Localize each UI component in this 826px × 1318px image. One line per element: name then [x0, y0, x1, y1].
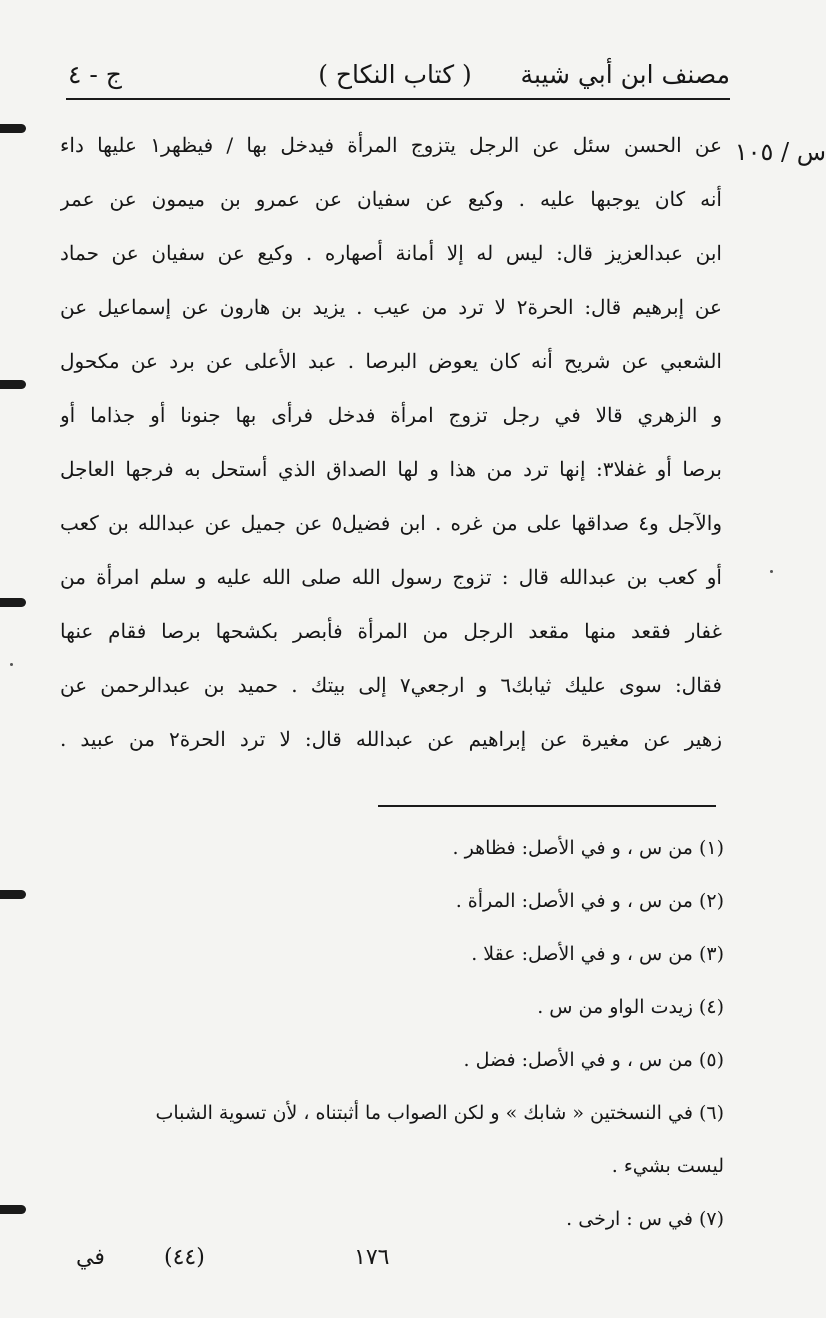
scan-speck — [10, 663, 13, 666]
text-line: والآجل و٤ صداقها على من غره . ابن فضيل٥ عن جميل عن عبدالله بن كعب — [60, 511, 722, 535]
text-line: ابن عبدالعزيز قال: ليس له إلا أمانة أصهاره . وكيع عن سفيان عن حماد — [60, 241, 722, 265]
header-volume: ج - ٤ — [68, 60, 122, 89]
binding-mark — [0, 1205, 26, 1214]
footnote-separator — [378, 805, 716, 807]
footnote: ليست بشيء . — [611, 1155, 724, 1177]
text-line: أنه كان يوجبها عليه . وكيع عن سفيان عن عمرو بن ميمون عن عمر — [60, 187, 722, 211]
text-line: برصا أو غفلا٣: إنها ترد من هذا و لها الصداق الذي أستحل به فرجها العاجل — [60, 457, 722, 481]
text-line: الشعبي عن شريح أنه كان يعوض البرصا . عبد الأعلى عن برد عن مكحول — [60, 349, 722, 373]
footnote: (٢) من س ، و في الأصل: المرأة . — [455, 890, 724, 912]
footnote: (٥) من س ، و في الأصل: فضل . — [463, 1049, 724, 1071]
text-line: عن إبرهيم قال: الحرة٢ لا ترد من عيب . يزيد بن هارون عن إسماعيل عن — [60, 295, 722, 319]
footnote: (٦) في النسختين « شابك » و لكن الصواب ما أثبتناه ، لأن تسوية الشباب — [155, 1102, 724, 1124]
running-header — [60, 52, 730, 98]
header-chapter-title: ( كتاب النكاح ) — [318, 60, 472, 89]
binding-mark — [0, 380, 26, 389]
header-book-title: مصنف ابن أبي شيبة — [520, 60, 730, 89]
header-rule — [66, 98, 730, 100]
text-line: و الزهري قالا في رجل تزوج امرأة فدخل فرأى بها جنونا أو جذاما أو — [60, 403, 722, 427]
footnote: (١) من س ، و في الأصل: فظاهر . — [452, 837, 724, 859]
footnote: (٤) زيدت الواو من س . — [537, 996, 724, 1018]
text-line: غفار فقعد منها مقعد الرجل من المرأة فأبصر بكشحها برصا فقام عنها — [60, 619, 722, 643]
text-line: أو كعب بن عبدالله قال : تزوج رسول الله صلى الله عليه و سلم امرأة من — [60, 565, 722, 589]
footnote: (٧) في س : ارخى . — [566, 1208, 724, 1230]
footnote: (٣) من س ، و في الأصل: عقلا . — [471, 943, 724, 965]
scan-speck — [770, 570, 773, 573]
footnotes — [50, 822, 724, 1246]
footer-signature-number: (٤٤) — [164, 1245, 205, 1270]
footer-folio-mark: في — [76, 1245, 105, 1270]
main-text — [60, 118, 722, 766]
binding-mark — [0, 124, 26, 133]
text-line: زهير عن مغيرة عن إبراهيم عن عبدالله قال: لا ترد الحرة٢ من عبيد . — [60, 727, 722, 751]
text-line: عن الحسن سئل عن الرجل يتزوج المرأة فيدخل بها / فيظهر١ عليها داء — [60, 133, 722, 157]
footer-page-number: ١٧٦ — [354, 1245, 390, 1270]
text-line: فقال: سوى عليك ثيابك٦ و ارجعي٧ إلى بيتك . حميد بن عبدالرحمن عن — [60, 673, 722, 697]
binding-mark — [0, 598, 26, 607]
binding-mark — [0, 890, 26, 899]
margin-reference: س / ١٠٥ — [734, 138, 826, 166]
